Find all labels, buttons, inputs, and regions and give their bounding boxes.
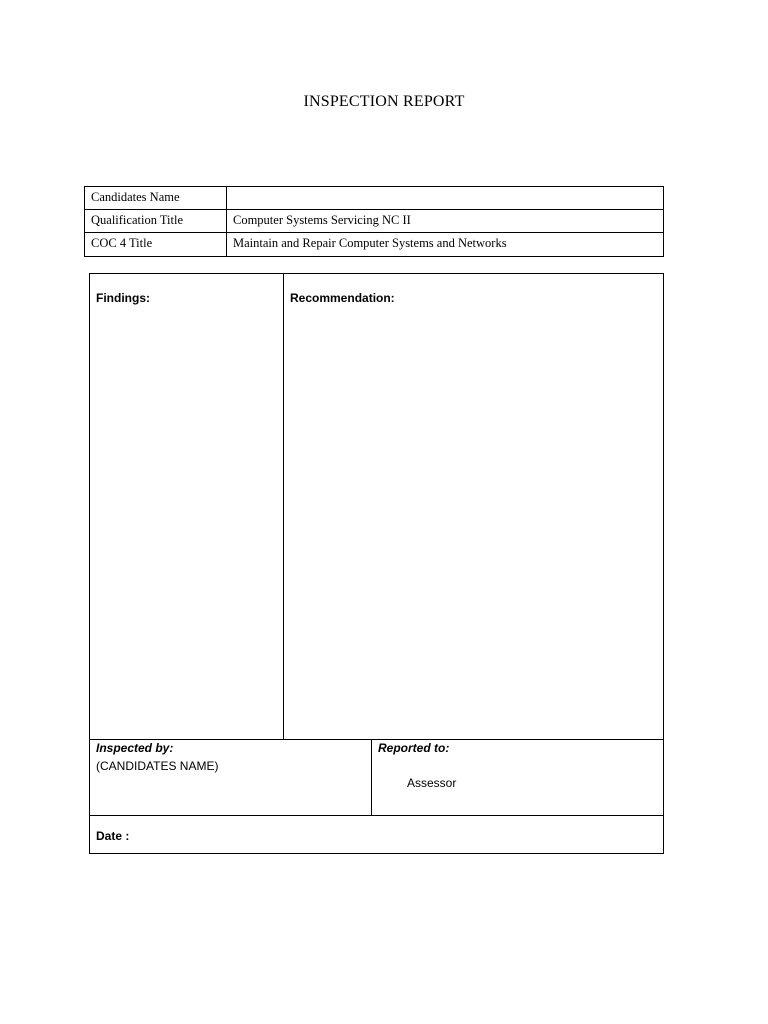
coc-title-label: COC 4 Title <box>85 233 227 256</box>
qualification-title-value: Computer Systems Servicing NC II <box>233 213 411 227</box>
report-form <box>89 273 664 854</box>
recommendation-section[interactable] <box>284 274 663 739</box>
table-row <box>85 233 663 256</box>
coc-title-value: Maintain and Repair Computer Systems and Networks <box>233 236 507 250</box>
inspected-by-value: (CANDIDATES NAME) <box>96 759 219 773</box>
reported-to-value: Assessor <box>407 776 457 790</box>
date-label: Date : <box>96 829 130 843</box>
table-row <box>85 210 663 233</box>
date-section[interactable] <box>90 815 663 853</box>
table-row <box>85 187 663 210</box>
inspected-by-section[interactable] <box>90 739 372 815</box>
reported-to-section[interactable] <box>372 739 663 815</box>
candidates-name-label: Candidates Name <box>85 187 227 209</box>
inspected-by-label: Inspected by: <box>96 741 174 755</box>
recommendation-label: Recommendation: <box>290 291 395 305</box>
reported-to-label: Reported to: <box>378 741 450 755</box>
findings-label: Findings: <box>96 291 150 305</box>
candidates-name-value[interactable] <box>227 187 663 209</box>
findings-section[interactable] <box>90 274 284 739</box>
page-title: INSPECTION REPORT <box>303 93 465 110</box>
qualification-title-label: Qualification Title <box>85 210 227 232</box>
candidate-info-table <box>84 186 664 257</box>
